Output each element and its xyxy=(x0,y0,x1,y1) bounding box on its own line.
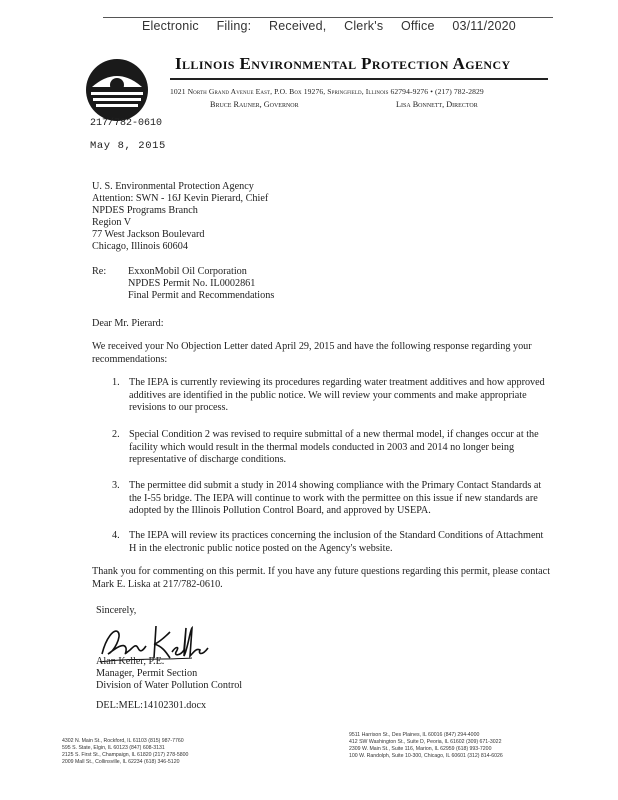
footer-line: 2125 S. First St., Champaign, IL 61820 (217) 278-5800 xyxy=(62,752,189,758)
list-item xyxy=(112,429,552,467)
filing-top-rule xyxy=(103,17,553,18)
footer-line: 595 S. State, Elgin, IL 60123 (847) 608-3131 xyxy=(62,745,165,751)
list-item-number: 2. xyxy=(112,429,120,440)
list-item xyxy=(112,530,552,555)
footer-line: 9511 Harrison St., Des Plaines, IL 60016 (847) 294-4000 xyxy=(349,732,480,738)
recipient-line: 77 West Jackson Boulevard xyxy=(92,229,205,240)
footer-line: 4302 N. Main St., Rockford, IL 61103 (815) 987-7760 xyxy=(62,738,184,744)
filing-part: Electronic xyxy=(142,19,199,33)
agency-logo-icon xyxy=(84,57,150,123)
recipient-line: NPDES Programs Branch xyxy=(92,205,198,216)
recipient-block xyxy=(92,181,268,253)
re-line: ExxonMobil Oil Corporation xyxy=(128,266,247,277)
signer-division: Division of Water Pollution Control xyxy=(96,680,243,691)
agency-address: 1021 North Grand Avenue East, P.O. Box 19276, Springfield, Illinois 62794-9276 • (217) 782-2829 xyxy=(170,87,484,96)
director-name: Lisa Bonnett, Director xyxy=(396,100,478,109)
footer-line: 2009 Mall St., Collinsville, IL 62234 (618) 346-5120 xyxy=(62,759,180,765)
sign-off: Sincerely, xyxy=(96,605,137,616)
footer-line: 2309 W. Main St., Suite 116, Marion, IL 62959 (618) 993-7200 xyxy=(349,746,492,752)
re-label: Re: xyxy=(92,266,107,277)
letter-date: May 8, 2015 xyxy=(90,140,166,152)
recipient-line: Chicago, Illinois 60604 xyxy=(92,241,188,252)
footer-line: 100 W. Randolph, Suite 10-300, Chicago, IL 60601 (312) 814-6026 xyxy=(349,753,503,759)
phone-number: 217/782-0610 xyxy=(90,118,163,129)
filing-part: Clerk's xyxy=(344,19,384,33)
closing-paragraph: Thank you for commenting on this permit. If you have any future questions regarding this permit, please contact Mark E. Liska at 217/782-0610. xyxy=(92,566,551,590)
signer-title: Manager, Permit Section xyxy=(96,668,198,679)
filing-part: Received, xyxy=(269,19,327,33)
agency-name: Illinois Environmental Protection Agency xyxy=(175,54,511,73)
footer-offices-right xyxy=(349,732,503,760)
list-item-text: The IEPA will review its practices concerning the inclusion of the Standard Conditions of Attachment H in the electronic public notice posted on the Agency's website. xyxy=(129,530,544,554)
recipient-line: Region V xyxy=(92,217,132,228)
intro-paragraph: We received your No Objection Letter dated April 29, 2015 and have the following response regarding your recommendations: xyxy=(92,341,532,365)
filing-part: 03/11/2020 xyxy=(452,19,516,33)
list-item-number: 1. xyxy=(112,377,120,388)
list-item-text: The permittee did submit a study in 2014 showing compliance with the Primary Contact Standards at the I-55 bridge. The IEPA will continue to work with the permittee on this issue if new standards are adopted by the Illinois Pollution Control Board, and approved by USEPA. xyxy=(129,480,542,516)
recipient-line: U. S. Environmental Protection Agency xyxy=(92,181,254,192)
list-item-number: 3. xyxy=(112,480,120,491)
list-item-text: The IEPA is currently reviewing its procedures regarding water treatment additives and how approved additives are identified in the public notice. We will review your comments and make appropriate revisions to our process. xyxy=(129,377,545,413)
filing-part: Office xyxy=(401,19,435,33)
filing-stamp xyxy=(142,19,530,33)
list-item-text: Special Condition 2 was revised to require submittal of a new thermal model, if changes occur at the facility which would result in the thermal models conducted in 2003 and 2014 no longer being representative of discharge conditions. xyxy=(129,429,539,465)
list-item xyxy=(112,480,552,518)
re-line: NPDES Permit No. IL0002861 xyxy=(128,278,256,289)
list-item-number: 4. xyxy=(112,530,120,541)
signer-name: Alan Keller, P.E. xyxy=(96,656,165,667)
salutation: Dear Mr. Pierard: xyxy=(92,318,164,329)
footer-offices-left xyxy=(62,738,188,766)
governor-name: Bruce Rauner, Governor xyxy=(210,100,299,109)
letterhead-rule xyxy=(170,78,548,80)
filing-part: Filing: xyxy=(216,19,252,33)
recipient-line: Attention: SWN - 16J Kevin Pierard, Chief xyxy=(92,193,269,204)
reference-code: DEL:MEL:14102301.docx xyxy=(96,700,207,711)
signer-block xyxy=(96,656,242,692)
re-line: Final Permit and Recommendations xyxy=(128,290,275,301)
footer-line: 412 SW Washington St., Suite D, Peoria, IL 61602 (309) 671-3022 xyxy=(349,739,502,745)
re-block xyxy=(128,266,274,302)
list-item xyxy=(112,377,552,415)
